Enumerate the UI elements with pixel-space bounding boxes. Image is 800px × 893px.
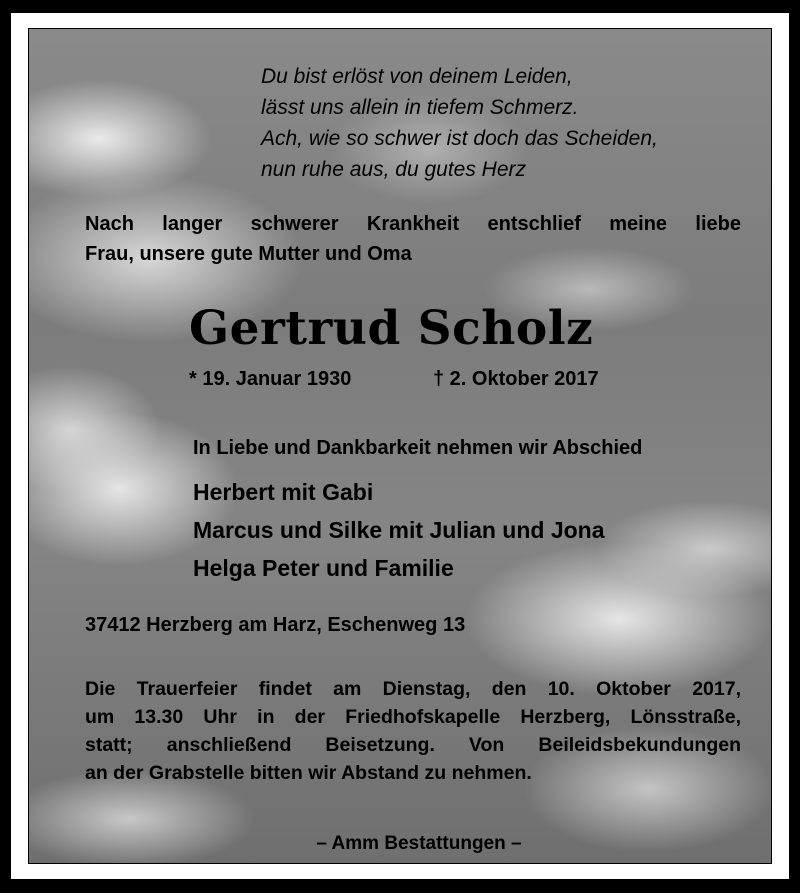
intro-line: Frau, unsere gute Mutter und Oma — [85, 243, 412, 265]
deceased-name: Gertrud Scholz — [189, 301, 594, 356]
mourner-entry: Marcus und Silke mit Julian und Jona — [193, 517, 605, 543]
birth-date: * 19. Januar 1930 — [189, 368, 352, 390]
mourner-entry: Herbert mit Gabi — [193, 479, 374, 505]
poem-line: Du bist erlöst von deinem Leiden, — [261, 65, 573, 88]
street-name: Lönsstraße, — [630, 706, 741, 728]
undertaker-name: – Amm Bestattungen – — [316, 833, 522, 854]
intro-line: Nach langer schwerer Krankheit entschlief meine liebe — [85, 213, 741, 235]
service-line-text: um 13.30 Uhr in der Friedhofskapelle Herzberg, — [85, 706, 631, 728]
undertaker-credit — [29, 831, 772, 857]
death-date: † 2. Oktober 2017 — [433, 368, 599, 390]
service-line: Die Trauerfeier findet am Dienstag, den 10. Oktober 2017, — [85, 678, 741, 700]
funeral-service-info — [85, 675, 741, 787]
farewell-line: In Liebe und Dankbarkeit nehmen wir Abschied — [193, 437, 643, 459]
service-line: statt; anschließend Beisetzung. Von Beileidsbekundungen — [85, 734, 741, 756]
poem-line: nun ruhe aus, du gutes Herz — [261, 158, 527, 181]
mourners-list — [193, 473, 605, 587]
mourning-address: 37412 Herzberg am Harz, Eschenweg 13 — [85, 614, 466, 636]
poem-line: lässt uns allein in tiefem Schmerz. — [261, 96, 579, 119]
life-dates — [189, 365, 599, 393]
notice-card — [11, 13, 789, 879]
mourner-entry: Helga Peter und Familie — [193, 555, 454, 581]
poem — [261, 61, 761, 185]
poem-line: Ach, wie so schwer ist doch das Scheiden, — [261, 127, 658, 150]
sky-background-panel — [28, 28, 772, 864]
intro-text — [85, 209, 741, 269]
service-line — [85, 703, 741, 731]
service-line: an der Grabstelle bitten wir Abstand zu nehmen. — [85, 762, 532, 784]
